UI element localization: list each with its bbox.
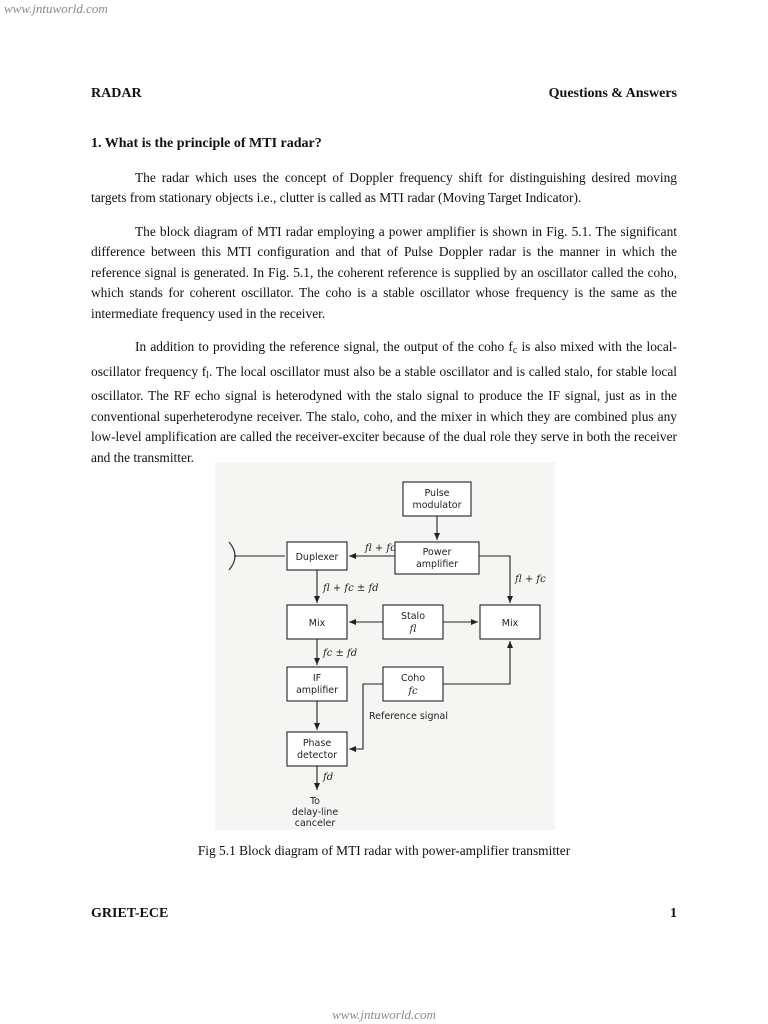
output-label-3: canceler bbox=[294, 818, 336, 829]
if-amplifier-label-2: amplifier bbox=[295, 685, 339, 696]
page-number: 1 bbox=[670, 906, 677, 921]
subscript: c bbox=[512, 345, 518, 356]
watermark-bottom: www.jntuworld.com bbox=[332, 1007, 436, 1022]
coho-freq-label: fc bbox=[408, 686, 418, 697]
output-label-2: delay-line bbox=[291, 807, 339, 818]
page-footer bbox=[91, 906, 677, 922]
subscript: l bbox=[206, 369, 210, 381]
header-section: Questions & Answers bbox=[548, 86, 677, 101]
paragraph-definition: The radar which uses the concept of Doppler frequency shift for distinguishing desired moving targets from stationary objects i.e., clutter is called as MTI radar (Moving Target Indicator). bbox=[91, 169, 677, 205]
coho-label: Coho bbox=[400, 673, 426, 684]
stalo-label: Stalo bbox=[400, 611, 426, 622]
power-amplifier-label-1: Power bbox=[422, 547, 452, 558]
figure-caption: Fig 5.1 Block diagram of MTI radar with power-amplifier transmitter bbox=[197, 843, 571, 858]
fl-fc-right-label: fl + fc bbox=[515, 574, 546, 585]
duplexer-label: Duplexer bbox=[295, 552, 339, 563]
paragraph-text: In addition to providing the reference signal, the output of the coho f bbox=[135, 339, 513, 354]
page-content bbox=[91, 134, 677, 481]
if-amplifier-label-1: IF bbox=[312, 673, 322, 684]
phase-detector-label-1: Phase bbox=[302, 738, 332, 749]
pulse-modulator-label-1: Pulse bbox=[424, 488, 450, 499]
fl-fc-top-label: fl + fc bbox=[365, 543, 396, 554]
paragraph-stalo-coho bbox=[91, 337, 677, 468]
power-amplifier-label-2: amplifier bbox=[415, 559, 459, 570]
reference-signal-label: Reference signal bbox=[369, 711, 448, 722]
question-heading: 1. What is the principle of MTI radar? bbox=[91, 136, 322, 151]
watermark-top: www.jntuworld.com bbox=[4, 1, 108, 16]
paragraph-block-diagram: The block diagram of MTI radar employing a power amplifier is shown in Fig. 5.1. The significant difference between this MTI configuration and that of Pulse Doppler radar is the manner in which the reference signal is generated. In Fig. 5.1, the coherent reference is supplied by an oscillator called the coho, which stands for coherent oscillator. The coho is a stable oscillator whose frequency is the same as the intermediate frequency used in the receiver. bbox=[91, 223, 677, 321]
page-header bbox=[91, 86, 677, 102]
paragraph-text: is also mixed with the local-oscillator frequency f bbox=[91, 339, 677, 379]
mix-left-label: Mix bbox=[308, 618, 326, 629]
footer-department: GRIET-ECE bbox=[91, 906, 169, 921]
phase-detector-label-2: detector bbox=[296, 750, 338, 761]
mix-right-label: Mix bbox=[501, 618, 519, 629]
fl-fc-fd-label: fl + fc ± fd bbox=[323, 583, 379, 594]
fc-fd-label: fc ± fd bbox=[323, 648, 358, 659]
mti-block-diagram bbox=[215, 462, 555, 830]
stalo-freq-label: fl bbox=[409, 624, 417, 635]
output-label-1: To bbox=[309, 796, 321, 807]
paragraph-text: . The local oscillator must also be a stable oscillator and is called stalo, for stable local oscillator. The RF echo signal is heterodyned with the stalo signal to produce the IF signal, just as in the conventional superheterodyne receiver. The stalo, coho, and the mixer in which they are combined plus any low-level amplification are called the receiver-exciter because of the dual role they serve in both the receiver and the transmitter. bbox=[91, 363, 678, 465]
pulse-modulator-label-2: modulator bbox=[412, 500, 462, 511]
fd-output-label: fd bbox=[323, 772, 334, 783]
header-subject: RADAR bbox=[91, 86, 142, 101]
